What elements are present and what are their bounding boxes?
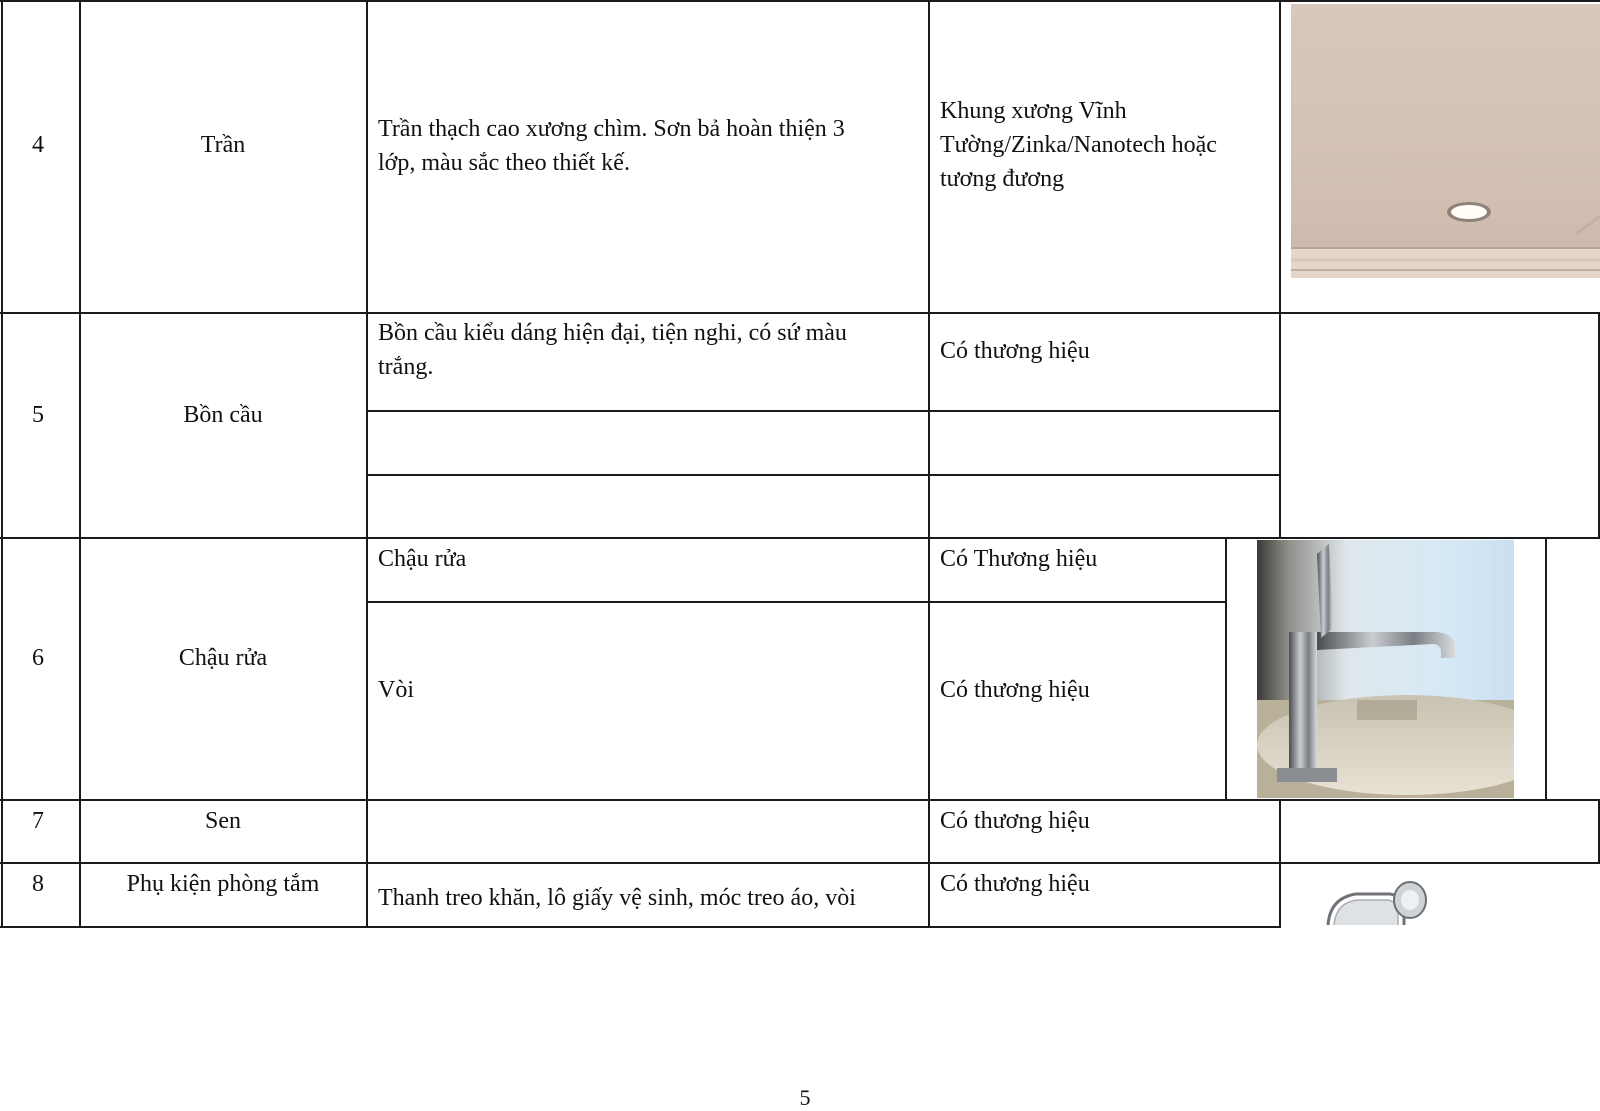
item-name: Phụ kiện phòng tắm [126,871,320,897]
item-name: Bồn cầu [183,402,263,428]
row-number: 8 [32,871,44,897]
page-number: 5 [799,1085,811,1110]
item-name: Sen [205,808,241,834]
item-description: Trần thạch cao xương chìm. Sơn bả hoàn thiện 3 lớp, màu sắc theo thiết kế. [378,116,845,176]
item-description: Thanh treo khăn, lô giấy vệ sinh, móc treo áo, vòi [378,885,856,911]
item-name: Chậu rửa [178,645,268,671]
item-description: Bồn cầu kiểu dáng hiện đại, tiện nghi, có sứ màu trắng. [378,320,847,380]
row-number: 4 [32,132,44,158]
brand-requirement: Có thương hiệu [940,808,1090,834]
brand-requirement: Khung xương Vĩnh Tường/Zinka/Nanotech hoặc tương đương [940,98,1217,192]
ceiling-photo [1291,4,1600,278]
faucet-photo [1257,540,1514,798]
item-description: Chậu rửa [378,546,467,572]
item-name: Trần [200,132,246,158]
row-number: 5 [32,402,44,428]
brand-requirement: Có thương hiệu [940,677,1090,703]
row-number: 7 [32,808,44,834]
row-number: 6 [32,645,44,671]
brand-requirement: Có thương hiệu [940,338,1090,364]
toilet-paper-holder-photo [1300,870,1450,925]
item-description: Vòi [378,677,414,703]
brand-requirement: Có thương hiệu [940,871,1090,897]
brand-requirement: Có Thương hiệu [940,546,1098,572]
